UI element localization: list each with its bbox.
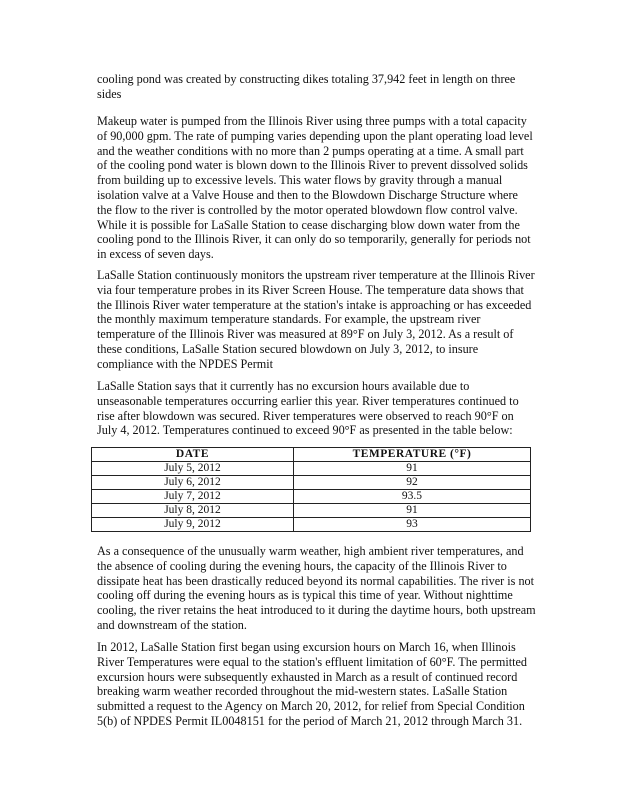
temperature-cell: 91 xyxy=(293,462,530,476)
table-row xyxy=(92,518,531,532)
table-header-row xyxy=(92,448,531,462)
temperature-cell: 92 xyxy=(293,476,530,490)
date-cell: July 7, 2012 xyxy=(92,490,294,504)
paragraph-excursion-history: In 2012, LaSalle Station first began using excursion hours on March 16, when Illinois River Temperatures were equal to the station's effluent limitation of 60°F. The permitted excursion hours were subsequently exhausted in March as a result of continued record breaking warm weather recorded throughout the mid-western states. LaSalle Station submitted a request to the Agency on March 20, 2012, for relief from Special Condition 5(b) of NPDES Permit IL0048151 for the period of March 21, 2012 through March 31. xyxy=(97,640,527,728)
temperature-column-header: TEMPERATURE (°F) xyxy=(293,448,530,462)
date-cell: July 5, 2012 xyxy=(92,462,294,476)
paragraph-makeup-water: Makeup water is pumped from the Illinois River using three pumps with a total capacity of 90,000 gpm. The rate of pumping varies depending upon the plant operating load level and the weather conditions with no more than 2 pumps operating at a time. A small part of the cooling pond water is blown down to the Illinois River to prevent dissolved solids from building up to excessive levels. This water flows by gravity through a manual isolation valve at a Valve House and then to the Blowdown Discharge Structure where the flow to the river is controlled by the motor operated blowdown flow control valve. While it is possible for LaSalle Station to cease discharging blow down water from the cooling pond to the Illinois River, it can only do so temporarily, generally for periods not in excess of seven days. xyxy=(97,114,533,262)
date-column-header: DATE xyxy=(92,448,294,462)
date-cell: July 6, 2012 xyxy=(92,476,294,490)
temperature-cell: 93 xyxy=(293,518,530,532)
date-cell: July 9, 2012 xyxy=(92,518,294,532)
paragraph-excursion-hours: LaSalle Station says that it currently has no excursion hours available due to unseasonable temperatures occurring earlier this year. River temperatures continued to rise after blowdown was secured. River temperatures were observed to reach 90°F on July 4, 2012. Temperatures continued to exceed 90°F as presented in the table below: xyxy=(97,379,519,438)
temperature-table xyxy=(91,447,531,532)
table-row xyxy=(92,462,531,476)
table-row xyxy=(92,476,531,490)
paragraph-cooling-pond: cooling pond was created by constructing dikes totaling 37,942 feet in length on three sides xyxy=(97,72,516,101)
paragraph-river-monitoring: LaSalle Station continuously monitors the upstream river temperature at the Illinois River via four temperature probes in its River Screen House. The temperature data shows that the Illinois River water temperature at the station's intake is approaching or has exceeded the monthly maximum temperature standards. For example, the upstream river temperature of the Illinois River was measured at 89°F on July 3, 2012. As a result of these conditions, LaSalle Station secured blowdown on July 3, 2012, to insure compliance with the NPDES Permit xyxy=(97,268,535,371)
date-cell: July 8, 2012 xyxy=(92,504,294,518)
paragraph-warm-weather: As a consequence of the unusually warm weather, high ambient river temperatures, and the absence of cooling during the evening hours, the capacity of the Illinois River to dissipate heat has been drastically reduced beyond its normal capabilities. The river is not cooling off during the evening hours as is typical this time of year. Without nighttime cooling, the river retains the heat introduced to it during the daytime hours, both upstream and downstream of the station. xyxy=(97,544,536,632)
temperature-cell: 91 xyxy=(293,504,530,518)
table-row xyxy=(92,504,531,518)
temperature-cell: 93.5 xyxy=(293,490,530,504)
table-row xyxy=(92,490,531,504)
